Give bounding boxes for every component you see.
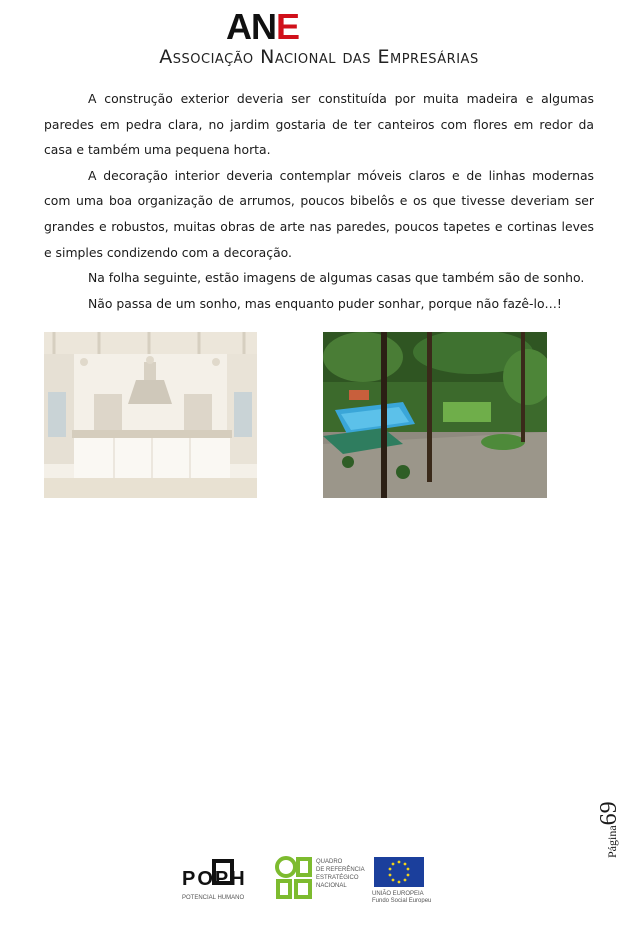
svg-text:QUADRO: QUADRO [316,859,343,865]
qren-logo [274,855,366,903]
svg-text:POTENCIAL HUMANO: POTENCIAL HUMANO [182,895,245,901]
garden-pool-photo [323,332,547,498]
svg-text:DE REFERÊNCIA: DE REFERÊNCIA [316,867,365,873]
svg-text:NACIONAL: NACIONAL [316,883,347,889]
svg-text:ESTRATÉGICO: ESTRATÉGICO [316,875,359,881]
page-label: Página [605,825,619,858]
paragraph-closing: Não passa de um sonho, mas enquanto puder sonhar, porque não fazê-lo…! [88,295,562,311]
svg-text:POPH: POPH [182,868,247,890]
body-text [44,86,594,316]
svg-text:UNIÃO EUROPEIA: UNIÃO EUROPEIA [372,891,424,897]
eu-flag-logo [372,855,432,903]
page-number-value: 69 [596,801,622,826]
kitchen-photo [44,332,257,498]
poph-logo [180,855,265,903]
page-number [596,788,626,858]
organization-name: Associação Nacional das Empresárias [159,46,479,68]
photo-row [0,332,638,498]
footer-logos [180,855,440,905]
paragraph-interior: A decoração interior deveria contemplar móveis claros e de linhas modernas com uma boa organização de arrumos, poucos bibelôs e os que tivesse deveriam ser grandes e robustos, muitas obras de arte nas paredes, poucos tapetes e cortinas leves e simples condizendo com a decoração. [44,167,594,260]
svg-text:Fundo Social Europeu: Fundo Social Europeu [372,898,432,903]
ane-logo: ANE [226,6,300,47]
header [0,0,638,80]
paragraph-next-page: Na folha seguinte, estão imagens de algumas casas que também são de sonho. [88,270,585,286]
paragraph-exterior: A construção exterior deveria ser constituída por muita madeira e algumas paredes em pedra clara, no jardim gostaria de ter canteiros com flores em redor da casa e também uma pequena horta. [44,91,594,158]
